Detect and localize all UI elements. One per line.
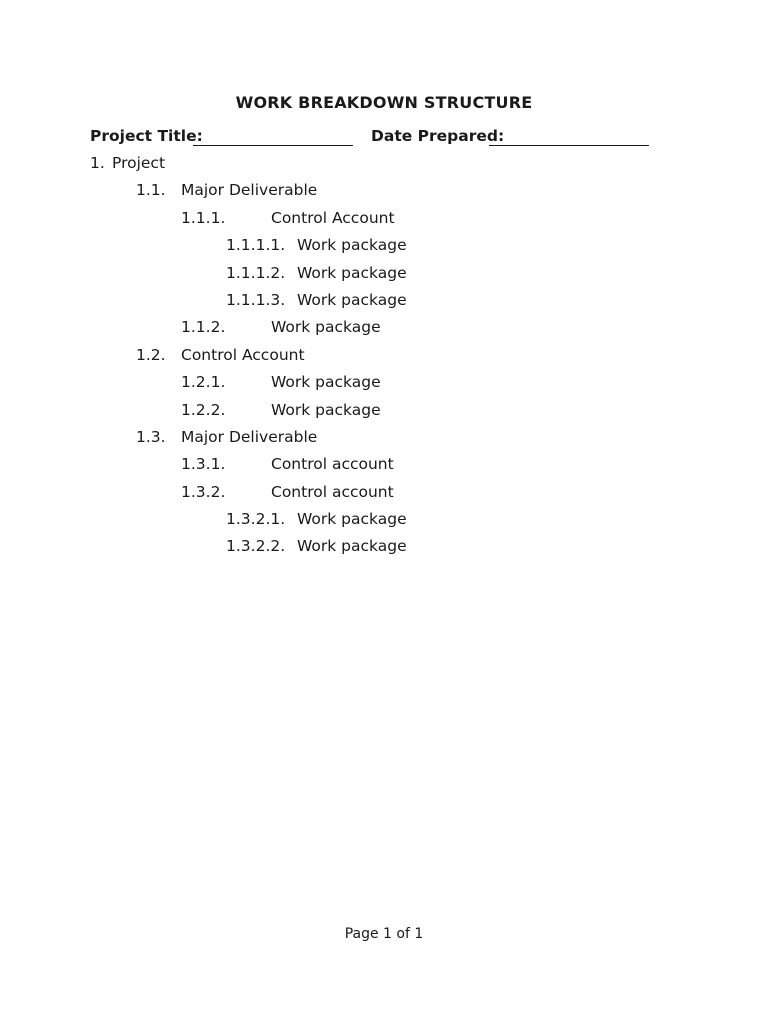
outline-number: 1.1.1.3. <box>226 290 286 309</box>
outline-text: Work package <box>297 236 407 255</box>
outline-item <box>0 426 768 453</box>
outline-item <box>0 344 768 371</box>
outline-item <box>0 399 768 426</box>
outline-number: 1.1.1.1. <box>226 236 286 255</box>
outline-number: 1. <box>90 154 105 172</box>
outline-text: Work package <box>271 318 381 337</box>
outline-text: Control account <box>271 482 394 501</box>
outline-text: Control Account <box>181 345 305 364</box>
project-title-field <box>90 127 203 145</box>
outline-item <box>0 234 768 261</box>
outline-text: Work package <box>297 510 407 529</box>
outline-item <box>0 179 768 206</box>
outline-item <box>0 508 768 535</box>
outline-number: 1.3.2. <box>181 482 226 501</box>
outline-item <box>0 289 768 316</box>
outline-item <box>0 207 768 234</box>
outline-number: 1.2.2. <box>181 400 226 419</box>
outline-text: Major Deliverable <box>181 427 318 446</box>
outline-number: 1.1.2. <box>181 318 226 337</box>
date-prepared-field <box>371 127 504 145</box>
wbs-outline <box>0 152 768 563</box>
outline-item <box>0 481 768 508</box>
outline-text: Work package <box>297 537 407 556</box>
outline-number: 1.2.1. <box>181 373 226 392</box>
date-prepared-label: Date Prepared: <box>371 127 505 145</box>
outline-number: 1.3. <box>136 427 166 446</box>
outline-item <box>0 371 768 398</box>
outline-text: Work package <box>297 290 407 309</box>
outline-text: Work package <box>271 400 381 419</box>
outline-item <box>0 453 768 480</box>
outline-number: 1.3.2.2. <box>226 537 286 556</box>
outline-item <box>0 152 768 179</box>
outline-text: Work package <box>297 263 407 282</box>
page-footer: Page 1 of 1 <box>344 926 424 942</box>
outline-text: Major Deliverable <box>181 181 318 200</box>
outline-number: 1.1. <box>136 181 166 200</box>
outline-number: 1.3.2.1. <box>226 510 286 529</box>
outline-number: 1.2. <box>136 345 166 364</box>
document-title: WORK BREAKDOWN STRUCTURE <box>235 93 533 112</box>
outline-number: 1.1.1.2. <box>226 263 286 282</box>
outline-item <box>0 316 768 343</box>
outline-item <box>0 262 768 289</box>
outline-item <box>0 535 768 562</box>
outline-text: Project <box>112 154 166 172</box>
project-title-label: Project Title: <box>90 127 203 145</box>
project-title-blank-line[interactable] <box>193 145 353 146</box>
date-prepared-blank-line[interactable] <box>489 145 649 146</box>
outline-text: Work package <box>271 373 381 392</box>
outline-text: Control Account <box>271 208 395 227</box>
outline-number: 1.3.1. <box>181 455 226 474</box>
outline-number: 1.1.1. <box>181 208 226 227</box>
outline-text: Control account <box>271 455 394 474</box>
